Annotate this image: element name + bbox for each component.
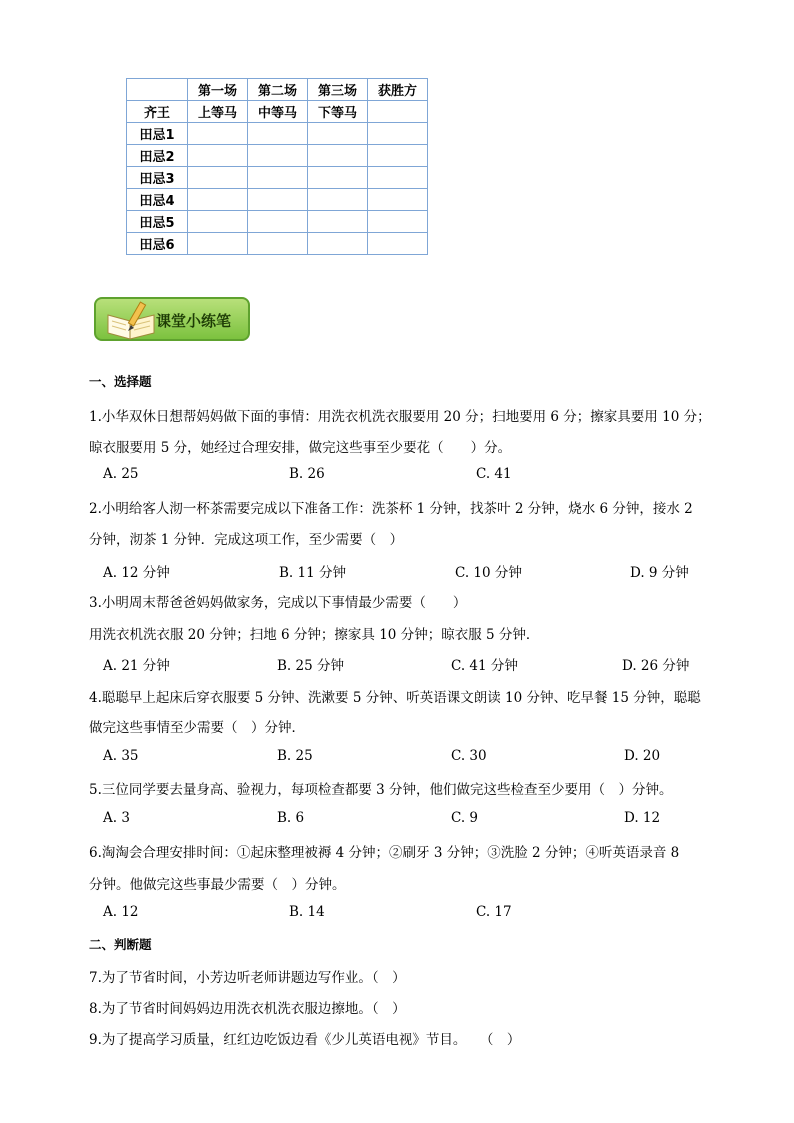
table-cell [368, 101, 428, 123]
table-header-cell: 第二场 [248, 79, 308, 101]
row-label: 田忌5 [127, 211, 188, 233]
option-d[interactable]: D. 12 [624, 810, 661, 826]
question-text: 4.聪聪早上起床后穿衣服要 5 分钟、洗漱要 5 分钟、听英语课文朗读 10 分钟、吃早餐 15 分钟，聪聪 [89, 690, 701, 706]
option-d[interactable]: D. 26 分钟 [622, 658, 690, 674]
question-text: 9.为了提高学习质量，红红边吃饭边看《少儿英语电视》节目。 （ ） [89, 1032, 521, 1048]
option-c[interactable]: C. 17 [476, 904, 512, 920]
table-row [127, 167, 428, 189]
table-cell[interactable] [188, 189, 248, 211]
question-text: 做完这些事情至少需要（ ）分钟． [89, 720, 305, 736]
table-cell[interactable] [308, 145, 368, 167]
question-text: 晾衣服要用 5 分，她经过合理安排，做完这些事至少要花（ ）分。 [89, 440, 512, 456]
table-cell[interactable] [368, 211, 428, 233]
question-text: 6.淘淘会合理安排时间：①起床整理被褥 4 分钟；②刷牙 3 分钟；③洗脸 2 分钟；④听英语录音 8 [89, 845, 680, 861]
horse-race-table [126, 78, 428, 255]
table-row [127, 233, 428, 255]
option-c[interactable]: C. 41 分钟 [451, 658, 518, 674]
table-row [127, 101, 428, 123]
question-text: 2.小明给客人沏一杯茶需要完成以下准备工作：洗茶杯 1 分钟，找茶叶 2 分钟，烧水 6 分钟，接水 2 [89, 501, 693, 517]
table-cell[interactable] [308, 123, 368, 145]
option-d[interactable]: D. 20 [624, 748, 661, 764]
table-header-cell: 第一场 [188, 79, 248, 101]
table-cell[interactable] [248, 123, 308, 145]
option-b[interactable]: B. 26 [289, 466, 325, 482]
row-label: 田忌6 [127, 233, 188, 255]
table-cell[interactable] [188, 211, 248, 233]
table-row [127, 145, 428, 167]
table-cell: 上等马 [188, 101, 248, 123]
question-text: 5.三位同学要去量身高、验视力，每项检查都要 3 分钟，他们做完这些检查至少要用（ ）分钟。 [89, 782, 673, 798]
row-label: 田忌4 [127, 189, 188, 211]
option-c[interactable]: C. 41 [476, 466, 512, 482]
table-cell[interactable] [368, 233, 428, 255]
table-cell[interactable] [248, 211, 308, 233]
table-header-cell: 第三场 [308, 79, 368, 101]
section-badge [94, 297, 250, 341]
option-a[interactable]: A. 21 分钟 [103, 658, 170, 674]
book-pencil-icon [104, 301, 162, 341]
table-row [127, 211, 428, 233]
table-cell[interactable] [248, 145, 308, 167]
option-d[interactable]: D. 9 分钟 [630, 565, 689, 581]
question-text: 分钟。他做完这些事最少需要（ ）分钟。 [89, 877, 346, 893]
option-c[interactable]: C. 10 分钟 [455, 565, 522, 581]
table-cell[interactable] [308, 233, 368, 255]
table-header-cell: 获胜方 [368, 79, 428, 101]
table-row [127, 189, 428, 211]
question-text: 用洗衣机洗衣服 20 分钟；扫地 6 分钟；擦家具 10 分钟；晾衣服 5 分钟． [89, 627, 540, 643]
row-label: 田忌1 [127, 123, 188, 145]
table-cell: 中等马 [248, 101, 308, 123]
table-cell[interactable] [248, 189, 308, 211]
row-label: 田忌2 [127, 145, 188, 167]
table-row [127, 123, 428, 145]
table-cell[interactable] [188, 233, 248, 255]
option-b[interactable]: B. 6 [277, 810, 305, 826]
question-text: 1.小华双休日想帮妈妈做下面的事情：用洗衣机洗衣服要用 20 分；扫地要用 6 分；擦家具要用 10 分； [89, 409, 711, 425]
option-a[interactable]: A. 12 分钟 [103, 565, 170, 581]
option-b[interactable]: B. 14 [289, 904, 325, 920]
table-cell[interactable] [188, 145, 248, 167]
table-cell: 下等马 [308, 101, 368, 123]
table-cell[interactable] [308, 189, 368, 211]
table-cell[interactable] [248, 233, 308, 255]
table-cell[interactable] [188, 167, 248, 189]
option-c[interactable]: C. 9 [451, 810, 479, 826]
table-cell[interactable] [368, 145, 428, 167]
option-a[interactable]: A. 35 [103, 748, 139, 764]
option-a[interactable]: A. 3 [103, 810, 130, 826]
option-c[interactable]: C. 30 [451, 748, 487, 764]
badge-label: 课堂小练笔 [156, 312, 232, 330]
table-cell[interactable] [368, 123, 428, 145]
table-cell[interactable] [368, 167, 428, 189]
question-text: 8.为了节省时间妈妈边用洗衣机洗衣服边擦地。（ ） [89, 1001, 406, 1017]
option-b[interactable]: B. 11 分钟 [279, 565, 346, 581]
table-cell[interactable] [308, 167, 368, 189]
row-label: 齐王 [127, 101, 188, 123]
table-cell [127, 79, 188, 101]
question-text: 7.为了节省时间，小芳边听老师讲题边写作业。（ ） [89, 970, 406, 986]
table-cell[interactable] [368, 189, 428, 211]
option-b[interactable]: B. 25 [277, 748, 313, 764]
question-text: 3.小明周末帮爸爸妈妈做家务，完成以下事情最少需要（ ） [89, 595, 467, 611]
row-label: 田忌3 [127, 167, 188, 189]
table-cell[interactable] [188, 123, 248, 145]
table-cell[interactable] [248, 167, 308, 189]
section-title: 二、判断题 [89, 937, 152, 952]
question-text: 分钟，沏茶 1 分钟．完成这项工作，至少需要（ ） [89, 532, 404, 548]
option-a[interactable]: A. 25 [103, 466, 139, 482]
table-header-row [127, 79, 428, 101]
option-b[interactable]: B. 25 分钟 [277, 658, 344, 674]
table-cell[interactable] [308, 211, 368, 233]
option-a[interactable]: A. 12 [103, 904, 139, 920]
section-title: 一、选择题 [89, 374, 152, 389]
